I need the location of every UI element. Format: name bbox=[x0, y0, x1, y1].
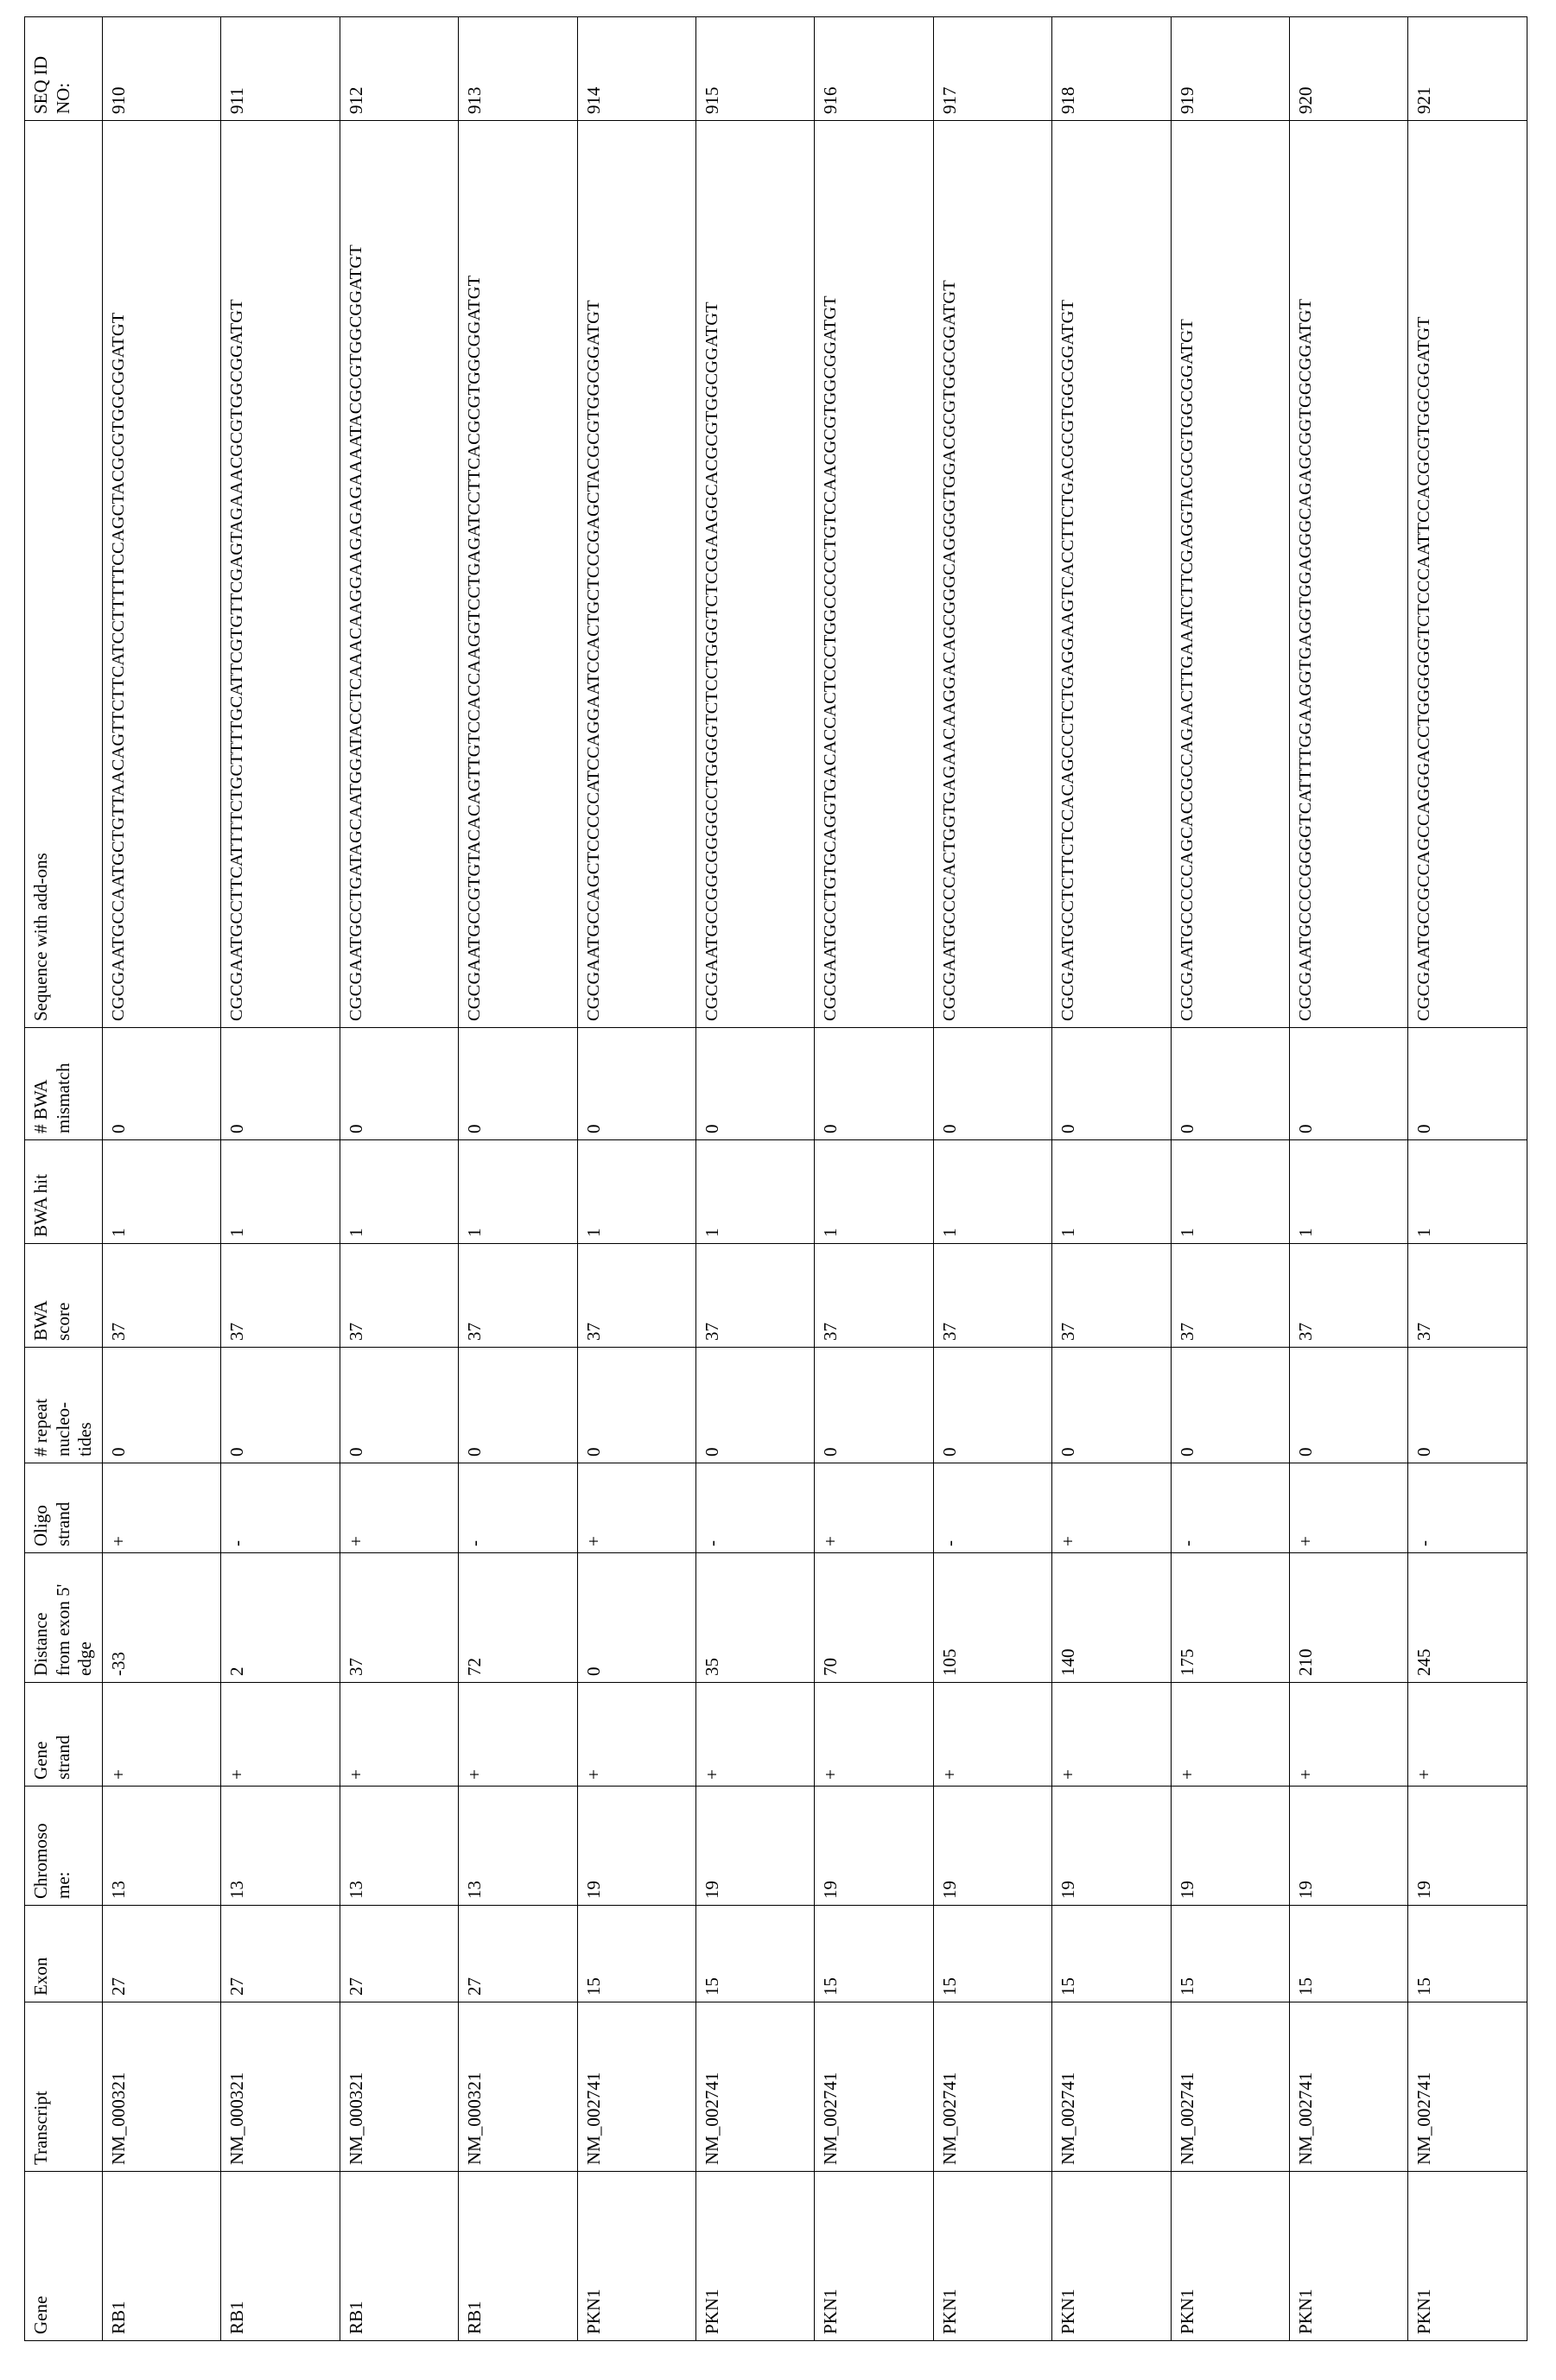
cell-exon: 15 bbox=[695, 1906, 814, 2002]
cell-exon: 27 bbox=[102, 1906, 220, 2002]
cell-gene_strand: + bbox=[933, 1683, 1051, 1787]
cell-exon: 15 bbox=[1052, 1906, 1171, 2002]
cell-oligo_strand: - bbox=[221, 1463, 340, 1553]
cell-chromosome: 13 bbox=[221, 1787, 340, 1906]
cell-chromosome: 19 bbox=[1408, 1787, 1527, 1906]
cell-oligo_strand: - bbox=[1408, 1463, 1527, 1553]
column-header-oligo-strand: Oligo strand bbox=[25, 1463, 103, 1553]
cell-repeat_nucleotides: 0 bbox=[933, 1348, 1051, 1463]
cell-sequence: CGCGAATGCCTGTGCAGGTGACACCACTCCCTGGCCCCCTGTCCAACGCGTGGCGGATGT bbox=[815, 121, 933, 1028]
cell-exon: 15 bbox=[933, 1906, 1051, 2002]
cell-transcript: NM_000321 bbox=[102, 2002, 220, 2172]
cell-seq_id: 914 bbox=[577, 17, 695, 121]
cell-sequence: CGCGAATGCCCCCAGCACCGCCAGAACTTGAAATCTTCGAGGTACGCGTGGCGGATGT bbox=[1171, 121, 1289, 1028]
cell-oligo_strand: - bbox=[695, 1463, 814, 1553]
cell-bwa_score: 37 bbox=[221, 1244, 340, 1348]
cell-exon: 27 bbox=[459, 1906, 577, 2002]
cell-seq_id: 910 bbox=[102, 17, 220, 121]
cell-transcript: NM_002741 bbox=[1171, 2002, 1289, 2172]
table-row bbox=[102, 17, 220, 2341]
cell-gene: PKN1 bbox=[815, 2172, 933, 2341]
cell-gene_strand: + bbox=[1052, 1683, 1171, 1787]
cell-transcript: NM_002741 bbox=[815, 2002, 933, 2172]
column-header-distance: Distance from exon 5' edge bbox=[25, 1553, 103, 1683]
table-row bbox=[933, 17, 1051, 2341]
cell-bwa_score: 37 bbox=[577, 1244, 695, 1348]
cell-bwa_mismatch: 0 bbox=[102, 1028, 220, 1140]
cell-seq_id: 921 bbox=[1408, 17, 1527, 121]
cell-sequence: CGCGAATGCCTGATAGCAATGGATACCTCAAACAAGGAAGAGAGAAAATACGCGTGGCGGATGT bbox=[340, 121, 458, 1028]
cell-transcript: NM_002741 bbox=[577, 2002, 695, 2172]
cell-oligo_strand: - bbox=[933, 1463, 1051, 1553]
cell-seq_id: 919 bbox=[1171, 17, 1289, 121]
table-row bbox=[1171, 17, 1289, 2341]
cell-oligo_strand: + bbox=[1052, 1463, 1171, 1553]
cell-gene: RB1 bbox=[221, 2172, 340, 2341]
cell-oligo_strand: + bbox=[815, 1463, 933, 1553]
cell-seq_id: 918 bbox=[1052, 17, 1171, 121]
cell-seq_id: 911 bbox=[221, 17, 340, 121]
cell-bwa_mismatch: 0 bbox=[459, 1028, 577, 1140]
cell-bwa_hit: 1 bbox=[933, 1140, 1051, 1244]
cell-bwa_score: 37 bbox=[933, 1244, 1051, 1348]
cell-bwa_mismatch: 0 bbox=[1052, 1028, 1171, 1140]
cell-seq_id: 916 bbox=[815, 17, 933, 121]
cell-oligo_strand: - bbox=[459, 1463, 577, 1553]
cell-bwa_mismatch: 0 bbox=[221, 1028, 340, 1140]
cell-repeat_nucleotides: 0 bbox=[1408, 1348, 1527, 1463]
table-row bbox=[1290, 17, 1408, 2341]
cell-bwa_hit: 1 bbox=[340, 1140, 458, 1244]
column-header-bwa-hit: BWA hit bbox=[25, 1140, 103, 1244]
cell-bwa_score: 37 bbox=[340, 1244, 458, 1348]
cell-transcript: NM_000321 bbox=[340, 2002, 458, 2172]
cell-gene: RB1 bbox=[459, 2172, 577, 2341]
cell-distance: 245 bbox=[1408, 1553, 1527, 1683]
cell-sequence: CGCGAATGCCGCCAGCCAGGGACCTGGGGGGTCTCCCAATTCCACGCGTGGCGGATGT bbox=[1408, 121, 1527, 1028]
cell-bwa_hit: 1 bbox=[1408, 1140, 1527, 1244]
cell-bwa_hit: 1 bbox=[695, 1140, 814, 1244]
cell-distance: 2 bbox=[221, 1553, 340, 1683]
cell-gene: PKN1 bbox=[1408, 2172, 1527, 2341]
cell-gene_strand: + bbox=[695, 1683, 814, 1787]
cell-gene: RB1 bbox=[102, 2172, 220, 2341]
cell-distance: 210 bbox=[1290, 1553, 1408, 1683]
cell-gene: PKN1 bbox=[577, 2172, 695, 2341]
cell-bwa_score: 37 bbox=[695, 1244, 814, 1348]
table-row bbox=[1052, 17, 1171, 2341]
cell-chromosome: 13 bbox=[459, 1787, 577, 1906]
cell-exon: 15 bbox=[1290, 1906, 1408, 2002]
cell-distance: 140 bbox=[1052, 1553, 1171, 1683]
cell-distance: -33 bbox=[102, 1553, 220, 1683]
cell-gene: PKN1 bbox=[695, 2172, 814, 2341]
cell-bwa_mismatch: 0 bbox=[577, 1028, 695, 1140]
column-header-sequence: Sequence with add-ons bbox=[25, 121, 103, 1028]
cell-oligo_strand: - bbox=[1171, 1463, 1289, 1553]
column-header-gene-strand: Gene strand bbox=[25, 1683, 103, 1787]
cell-gene_strand: + bbox=[1408, 1683, 1527, 1787]
column-header-exon: Exon bbox=[25, 1906, 103, 2002]
cell-bwa_mismatch: 0 bbox=[1290, 1028, 1408, 1140]
cell-bwa_score: 37 bbox=[1408, 1244, 1527, 1348]
cell-chromosome: 19 bbox=[1171, 1787, 1289, 1906]
cell-oligo_strand: + bbox=[102, 1463, 220, 1553]
sequence-table bbox=[24, 16, 1527, 2341]
cell-sequence: CGCGAATGCCGGCGGGGCCTGGGGTCTCCTGGGTCTCCGAAGGCACGCGTGGCGGATGT bbox=[695, 121, 814, 1028]
cell-bwa_mismatch: 0 bbox=[340, 1028, 458, 1140]
cell-gene_strand: + bbox=[577, 1683, 695, 1787]
table-row bbox=[695, 17, 814, 2341]
cell-gene: PKN1 bbox=[933, 2172, 1051, 2341]
cell-gene_strand: + bbox=[102, 1683, 220, 1787]
cell-chromosome: 19 bbox=[815, 1787, 933, 1906]
rotated-table-container bbox=[24, 17, 1527, 2341]
cell-repeat_nucleotides: 0 bbox=[1290, 1348, 1408, 1463]
cell-bwa_hit: 1 bbox=[102, 1140, 220, 1244]
cell-gene_strand: + bbox=[459, 1683, 577, 1787]
cell-chromosome: 19 bbox=[1052, 1787, 1171, 1906]
cell-bwa_score: 37 bbox=[102, 1244, 220, 1348]
cell-bwa_mismatch: 0 bbox=[695, 1028, 814, 1140]
cell-repeat_nucleotides: 0 bbox=[815, 1348, 933, 1463]
cell-distance: 37 bbox=[340, 1553, 458, 1683]
cell-repeat_nucleotides: 0 bbox=[102, 1348, 220, 1463]
table-row bbox=[459, 17, 577, 2341]
cell-bwa_hit: 1 bbox=[1052, 1140, 1171, 1244]
cell-sequence: CGCGAATGCCCCACTGGTGAGAACAAGGACAGCGGGCAGGGGTGGACGCGTGGCGGATGT bbox=[933, 121, 1051, 1028]
cell-sequence: CGCGAATGCCAATGCTGTTAACAGTTCTTCATCCTTTTTCCAGCTACGCGTGGCGGATGT bbox=[102, 121, 220, 1028]
cell-exon: 27 bbox=[221, 1906, 340, 2002]
table-header-row bbox=[25, 17, 103, 2341]
cell-seq_id: 920 bbox=[1290, 17, 1408, 121]
cell-bwa_hit: 1 bbox=[459, 1140, 577, 1244]
cell-chromosome: 13 bbox=[102, 1787, 220, 1906]
cell-distance: 70 bbox=[815, 1553, 933, 1683]
cell-gene: PKN1 bbox=[1171, 2172, 1289, 2341]
column-header-transcript: Transcript bbox=[25, 2002, 103, 2172]
cell-repeat_nucleotides: 0 bbox=[695, 1348, 814, 1463]
cell-bwa_mismatch: 0 bbox=[933, 1028, 1051, 1140]
cell-oligo_strand: + bbox=[340, 1463, 458, 1553]
cell-chromosome: 19 bbox=[933, 1787, 1051, 1906]
cell-seq_id: 912 bbox=[340, 17, 458, 121]
cell-distance: 35 bbox=[695, 1553, 814, 1683]
cell-bwa_score: 37 bbox=[1290, 1244, 1408, 1348]
cell-bwa_mismatch: 0 bbox=[1171, 1028, 1289, 1140]
cell-bwa_hit: 1 bbox=[577, 1140, 695, 1244]
cell-gene: PKN1 bbox=[1052, 2172, 1171, 2341]
cell-exon: 15 bbox=[815, 1906, 933, 2002]
column-header-bwa-score: BWA score bbox=[25, 1244, 103, 1348]
column-header-repeat-nucleotides: # repeat nucleo- tides bbox=[25, 1348, 103, 1463]
column-header-bwa-mismatch: # BWA mismatch bbox=[25, 1028, 103, 1140]
column-header-chromosome: Chromoso me: bbox=[25, 1787, 103, 1906]
cell-gene_strand: + bbox=[815, 1683, 933, 1787]
table-row bbox=[340, 17, 458, 2341]
cell-seq_id: 917 bbox=[933, 17, 1051, 121]
cell-bwa_score: 37 bbox=[1171, 1244, 1289, 1348]
cell-transcript: NM_002741 bbox=[1052, 2002, 1171, 2172]
cell-seq_id: 913 bbox=[459, 17, 577, 121]
cell-chromosome: 19 bbox=[1290, 1787, 1408, 1906]
cell-sequence: CGCGAATGCCAGCTCCCCCATCCAGGAATCCACTGCTCCCGAGCTACGCGTGGCGGATGT bbox=[577, 121, 695, 1028]
cell-exon: 27 bbox=[340, 1906, 458, 2002]
cell-distance: 105 bbox=[933, 1553, 1051, 1683]
cell-transcript: NM_002741 bbox=[933, 2002, 1051, 2172]
cell-sequence: CGCGAATGCCCCGGGGTCATTTTGGAAGGTGAGGTGGAGGGCAGAGCGGTGGCGGATGT bbox=[1290, 121, 1408, 1028]
cell-bwa_score: 37 bbox=[459, 1244, 577, 1348]
cell-bwa_hit: 1 bbox=[1171, 1140, 1289, 1244]
cell-gene: PKN1 bbox=[1290, 2172, 1408, 2341]
cell-repeat_nucleotides: 0 bbox=[221, 1348, 340, 1463]
cell-exon: 15 bbox=[1171, 1906, 1289, 2002]
cell-repeat_nucleotides: 0 bbox=[340, 1348, 458, 1463]
cell-transcript: NM_002741 bbox=[1290, 2002, 1408, 2172]
cell-gene: RB1 bbox=[340, 2172, 458, 2341]
cell-bwa_hit: 1 bbox=[815, 1140, 933, 1244]
cell-transcript: NM_002741 bbox=[1408, 2002, 1527, 2172]
cell-distance: 0 bbox=[577, 1553, 695, 1683]
cell-repeat_nucleotides: 0 bbox=[577, 1348, 695, 1463]
cell-distance: 175 bbox=[1171, 1553, 1289, 1683]
cell-transcript: NM_002741 bbox=[695, 2002, 814, 2172]
cell-transcript: NM_000321 bbox=[221, 2002, 340, 2172]
cell-repeat_nucleotides: 0 bbox=[1171, 1348, 1289, 1463]
cell-chromosome: 13 bbox=[340, 1787, 458, 1906]
cell-transcript: NM_000321 bbox=[459, 2002, 577, 2172]
cell-exon: 15 bbox=[577, 1906, 695, 2002]
cell-bwa_hit: 1 bbox=[221, 1140, 340, 1244]
table-body bbox=[102, 17, 1527, 2341]
cell-oligo_strand: + bbox=[1290, 1463, 1408, 1553]
cell-sequence: CGCGAATGCCTTCATTTTCTGCTTTTGCATTCGTGTTCGAGTAGAAACGCGTGGCGGATGT bbox=[221, 121, 340, 1028]
cell-chromosome: 19 bbox=[695, 1787, 814, 1906]
cell-bwa_mismatch: 0 bbox=[815, 1028, 933, 1140]
table-row bbox=[221, 17, 340, 2341]
cell-repeat_nucleotides: 0 bbox=[1052, 1348, 1171, 1463]
cell-sequence: CGCGAATGCCGTGTACACAGTTGTCCACCAAGGTCCTGAGATCCTTCACGCGTGGCGGATGT bbox=[459, 121, 577, 1028]
cell-exon: 15 bbox=[1408, 1906, 1527, 2002]
cell-bwa_score: 37 bbox=[815, 1244, 933, 1348]
cell-sequence: CGCGAATGCCTCTTCTCCACAGCCCTCTGAGGAAGTCACCTTCTGACGCGTGGCGGATGT bbox=[1052, 121, 1171, 1028]
table-row bbox=[1408, 17, 1527, 2341]
cell-seq_id: 915 bbox=[695, 17, 814, 121]
cell-bwa_mismatch: 0 bbox=[1408, 1028, 1527, 1140]
table-row bbox=[815, 17, 933, 2341]
cell-repeat_nucleotides: 0 bbox=[459, 1348, 577, 1463]
cell-bwa_hit: 1 bbox=[1290, 1140, 1408, 1244]
cell-oligo_strand: + bbox=[577, 1463, 695, 1553]
cell-chromosome: 19 bbox=[577, 1787, 695, 1906]
cell-distance: 72 bbox=[459, 1553, 577, 1683]
cell-gene_strand: + bbox=[221, 1683, 340, 1787]
cell-gene_strand: + bbox=[1171, 1683, 1289, 1787]
cell-gene_strand: + bbox=[1290, 1683, 1408, 1787]
cell-gene_strand: + bbox=[340, 1683, 458, 1787]
column-header-seq-id: SEQ ID NO: bbox=[25, 17, 103, 121]
table-row bbox=[577, 17, 695, 2341]
cell-bwa_score: 37 bbox=[1052, 1244, 1171, 1348]
column-header-gene: Gene bbox=[25, 2172, 103, 2341]
